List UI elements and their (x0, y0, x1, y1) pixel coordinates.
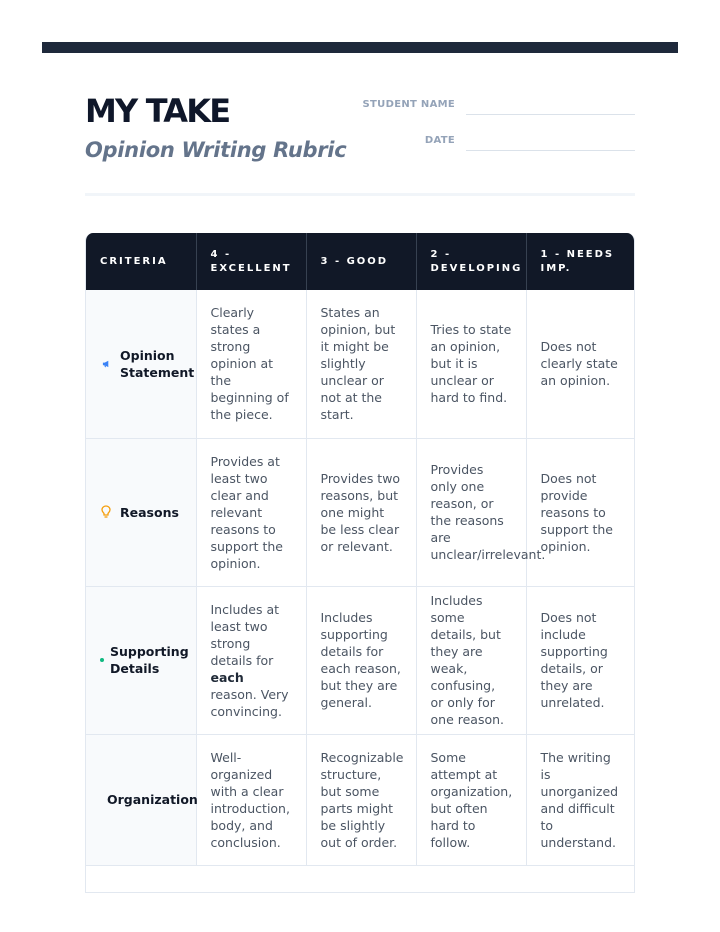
column-header: 4 - EXCELLENT (196, 233, 306, 290)
rubric-cell: States an opinion, but it might be slightly unclear or not at the start. (306, 290, 416, 438)
rubric-cell: Provides at least two clear and relevant reasons to support the opinion. (196, 438, 306, 586)
rubric-cell: Recognizable structure, but some parts might be slightly out of order. (306, 734, 416, 865)
criterion-cell (86, 290, 196, 438)
column-header: 2 - DEVELOPING (416, 233, 526, 290)
criterion-cell (86, 438, 196, 586)
student-name-field[interactable] (466, 114, 635, 115)
column-header: 3 - GOOD (306, 233, 416, 290)
top-accent-bar (42, 42, 678, 53)
rubric-cell: Does not include supporting details, or they are unrelated. (526, 586, 635, 734)
criterion-label: Opinion Statement (120, 347, 195, 380)
rubric-cell: Does not provide reasons to support the opinion. (526, 438, 635, 586)
cell-text: Includes at least two strong details for (210, 601, 280, 668)
table-row (86, 438, 635, 586)
criterion-cell (86, 734, 196, 865)
criterion-label: Reasons (120, 504, 179, 520)
criterion-label: Supporting Details (110, 644, 189, 676)
lightbulb-icon (100, 505, 112, 519)
rubric-cell: Well-organized with a clear introduction, body, and conclusion. (196, 734, 306, 865)
criterion-cell (86, 586, 196, 734)
rubric-cell: Some attempt at organization, but often hard to follow. (416, 734, 526, 865)
column-header: CRITERIA (86, 233, 196, 290)
date-field[interactable] (466, 150, 635, 151)
rubric-cell: The writing is unorganized and difficult to understand. (526, 734, 635, 865)
page-subtitle: Opinion Writing Rubric (85, 138, 347, 162)
rubric-table (85, 233, 635, 893)
rubric-cell (196, 586, 306, 734)
cell-text: reason. Very convincing. (210, 686, 289, 719)
date-label: DATE (424, 135, 455, 146)
emphasis-text: each (210, 669, 244, 685)
rubric-cell: Does not clearly state an opinion. (526, 290, 635, 438)
table-row (86, 734, 635, 865)
header-divider (85, 193, 635, 196)
table-row (86, 290, 635, 438)
page-title: MY TAKE (85, 92, 230, 130)
table-row (86, 586, 635, 734)
column-header: 1 - NEEDS IMP. (526, 233, 635, 290)
rubric-cell: Includes supporting details for each reason, but they are general. (306, 586, 416, 734)
rubric-cell: Provides two reasons, but one might be less clear or relevant. (306, 438, 416, 586)
megaphone-icon (100, 359, 112, 368)
rubric-cell: Tries to state an opinion, but it is unclear or hard to find. (416, 290, 526, 438)
criterion-label: Organization (107, 792, 198, 807)
student-name-label: STUDENT NAME (362, 99, 455, 110)
dot-icon (100, 658, 104, 662)
rubric-cell: Provides only one reason, or the reasons are unclear/irrelevant. (416, 438, 526, 586)
rubric-cell: Includes some details, but they are weak, confusing, or only for one reason. (416, 586, 526, 734)
rubric-cell: Clearly states a strong opinion at the beginning of the piece. (196, 290, 306, 438)
header-row (86, 233, 635, 290)
